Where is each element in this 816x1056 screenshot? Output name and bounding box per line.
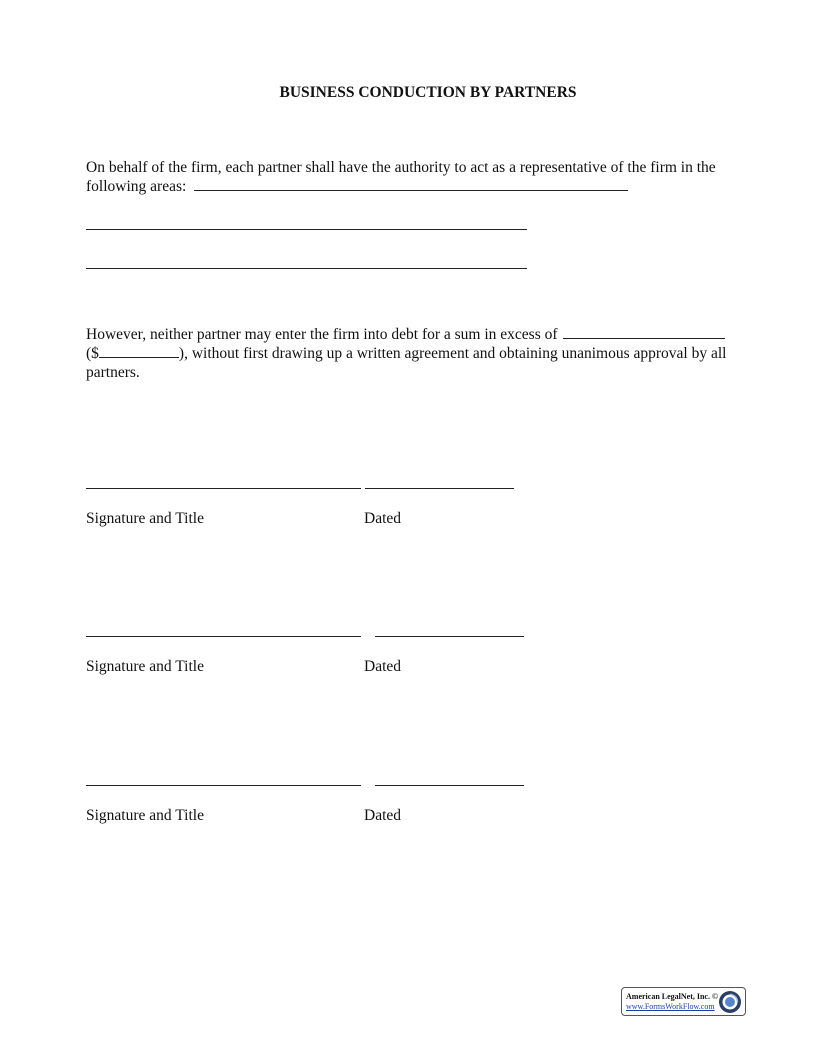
dollar-open: ($ [86,345,99,362]
signature-label-2: Signature and Title [86,658,204,675]
date-line-1[interactable] [365,488,514,489]
footer-badge [621,987,746,1016]
authority-paragraph [86,158,746,196]
footer-company: American LegalNet, Inc. © [626,992,718,1001]
areas-blank-3[interactable] [86,268,527,269]
signature-label-1: Signature and Title [86,510,204,527]
date-line-3[interactable] [375,785,524,786]
date-label-3: Dated [364,807,402,824]
globe-logo-icon [718,990,742,1014]
page-title: BUSINESS CONDUCTION BY PARTNERS [279,84,577,101]
signature-label-3: Signature and Title [86,807,204,824]
debt-limit-paragraph [86,325,746,382]
date-label-1: Dated [364,510,402,527]
areas-blank-1[interactable] [194,177,628,191]
debt-amount-words-blank[interactable] [563,325,725,339]
debt-text-line3: partners. [86,364,140,381]
areas-blank-2[interactable] [86,229,527,230]
signature-line-1[interactable] [86,488,361,489]
debt-amount-figure-blank[interactable] [99,344,179,358]
signature-line-2[interactable] [86,636,361,637]
debt-text-line2-rest: ), without first drawing up a written agreement and obtaining unanimous approval by all [178,345,727,362]
footer-url-link[interactable]: www.FormsWorkFlow.com [626,1002,715,1011]
debt-text-line1 [86,325,746,344]
date-line-2[interactable] [375,636,524,637]
authority-text-line2 [86,177,746,196]
debt-limit-label: However, neither partner may enter the firm into debt for a sum in excess of [86,326,558,343]
following-areas-label: following areas: [86,178,187,195]
authority-text-line1: On behalf of the firm, each partner shall have the authority to act as a representative of the firm in the [86,159,716,176]
date-label-2: Dated [364,658,402,675]
signature-line-3[interactable] [86,785,361,786]
debt-text-line2 [86,344,746,363]
